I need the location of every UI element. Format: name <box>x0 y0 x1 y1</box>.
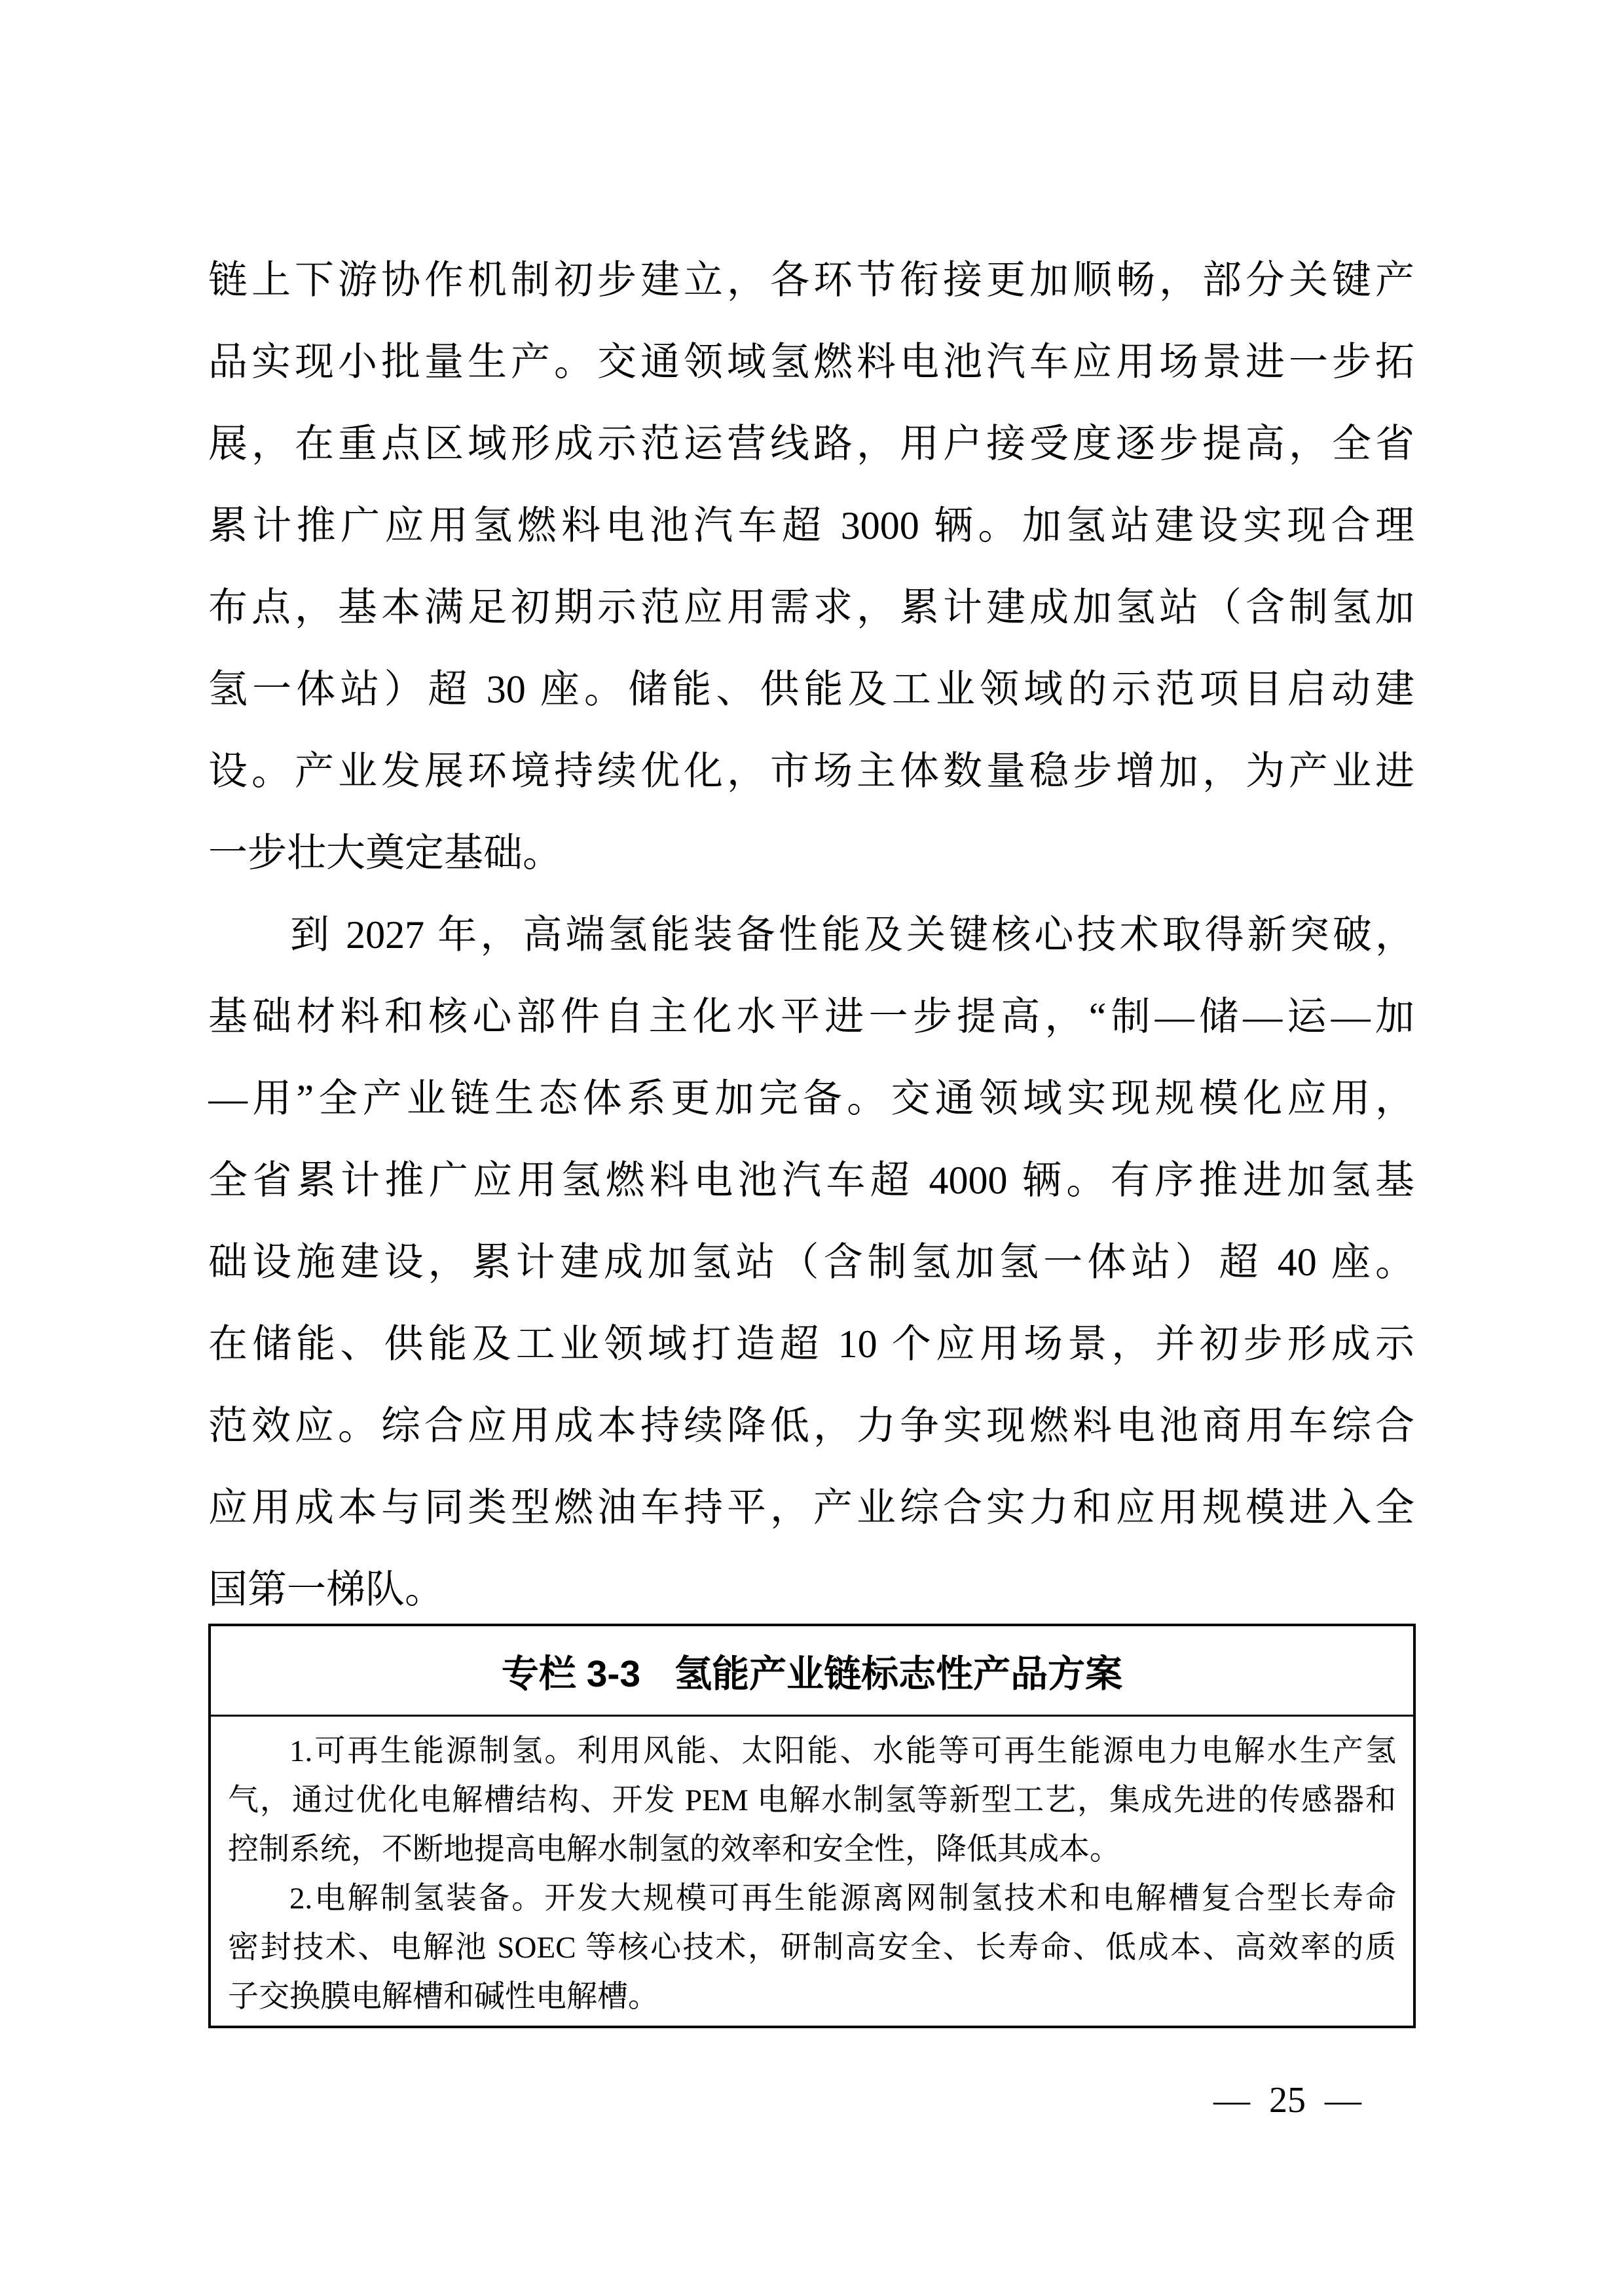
callout-box-title <box>211 1626 1413 1717</box>
text-line: 范效应。综合应用成本持续降低，力争实现燃料电池商用车综合 <box>208 1404 1414 1448</box>
text-line: 链上下游协作机制初步建立，各环节衔接更加顺畅，部分关键产 <box>208 259 1414 302</box>
text-line: 应用成本与同类型燃油车持平，产业综合实力和应用规模进入全 <box>208 1486 1414 1529</box>
text-line: 氢一体站）超 30 座。储能、供能及工业领域的示范项目启动建 <box>208 668 1414 711</box>
text-line: 基础材料和核心部件自主化水平进一步提高，“制—储—运—加 <box>208 995 1414 1038</box>
text-line: 展，在重点区域形成示范运营线路，用户接受度逐步提高，全省 <box>208 422 1414 465</box>
text-line: 累计推广应用氢燃料电池汽车超 3000 辆。加氢站建设实现合理 <box>208 504 1414 547</box>
callout-text-line: 子交换膜电解槽和碱性电解槽。 <box>228 1980 659 2014</box>
callout-text-line: 1.可再生能源制氢。利用风能、太阳能、水能等可再生能源电力电解水生产氢 <box>289 1734 1396 1768</box>
text-line: 在储能、供能及工业领域打造超 10 个应用场景，并初步形成示 <box>208 1322 1414 1366</box>
body-text <box>208 240 1414 1631</box>
text-line: 国第一梯队。 <box>208 1568 444 1611</box>
callout-text-line: 气，通过优化电解槽结构、开发 PEM 电解水制氢等新型工艺，集成先进的传感器和 <box>228 1783 1396 1817</box>
text-line: 品实现小批量生产。交通领域氢燃料电池汽车应用场景进一步拓 <box>208 340 1414 384</box>
callout-text-line: 控制系统，不断地提高电解水制氢的效率和安全性，降低其成本。 <box>228 1832 1120 1867</box>
text-line: —用”全产业链生态体系更加完备。交通领域实现规模化应用， <box>208 1077 1414 1120</box>
callout-box <box>208 1624 1416 2028</box>
text-line: 础设施建设，累计建成加氢站（含制氢加氢一体站）超 40 座。 <box>208 1241 1414 1284</box>
text-line: 设。产业发展环境持续优化，市场主体数量稳步增加，为产业进 <box>208 750 1414 793</box>
text-line: 到 2027 年，高端氢能装备性能及关键核心技术取得新突破， <box>290 913 1414 957</box>
callout-box-number: 专栏 3-3 <box>501 1652 641 1695</box>
callout-text-line: 密封技术、电解池 SOEC 等核心技术，研制高安全、长寿命、低成本、高效率的质 <box>228 1931 1396 1965</box>
callout-box-title-text: 氢能产业链标志性产品方案 <box>674 1652 1123 1695</box>
callout-box-body <box>211 1717 1413 2022</box>
text-line: 一步壮大奠定基础。 <box>208 831 562 875</box>
page-number: — 25 — <box>1213 2080 1361 2121</box>
callout-text-line: 2.电解制氢装备。开发大规模可再生能源离网制氢技术和电解槽复合型长寿命 <box>289 1882 1396 1916</box>
text-line: 布点，基本满足初期示范应用需求，累计建成加氢站（含制氢加 <box>208 586 1414 629</box>
text-line: 全省累计推广应用氢燃料电池汽车超 4000 辆。有序推进加氢基 <box>208 1159 1414 1202</box>
